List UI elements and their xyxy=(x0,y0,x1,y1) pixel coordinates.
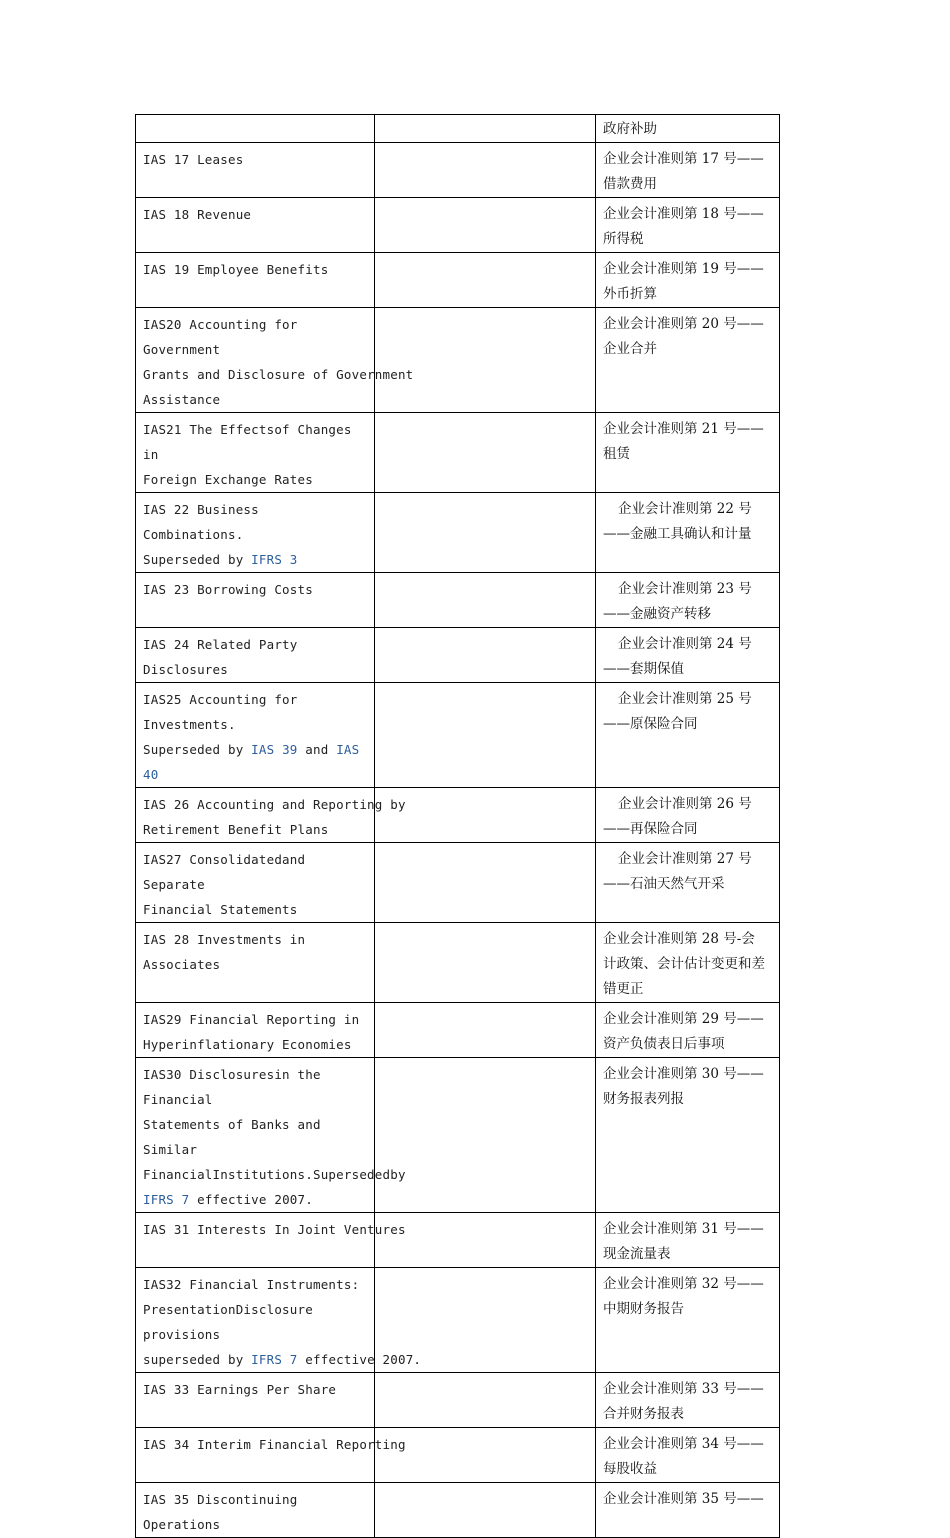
ias-cell xyxy=(136,143,375,198)
ias-cell xyxy=(136,493,375,573)
blank-cell xyxy=(375,1483,596,1538)
cas-line: 企业会计准则第 25 号 xyxy=(618,691,752,707)
ias-line: Financial Statements xyxy=(143,902,298,917)
ias-cell xyxy=(136,683,375,788)
ias-line: IAS30 Disclosuresin the Financial xyxy=(143,1067,321,1107)
blank-cell xyxy=(375,628,596,683)
cas-line: 企业会计准则第 17 号—— xyxy=(603,151,764,167)
cas-cell xyxy=(596,253,780,308)
blank-cell xyxy=(375,115,596,143)
cas-line: 租赁 xyxy=(603,446,630,462)
blank-cell xyxy=(375,198,596,253)
ias-cell xyxy=(136,253,375,308)
cas-line: 政府补助 xyxy=(603,121,657,137)
cas-line: 企业会计准则第 22 号 xyxy=(618,501,752,517)
ias-line xyxy=(143,1347,443,1372)
cas-cell xyxy=(596,1268,780,1373)
blank-cell xyxy=(375,143,596,198)
ias-line: IAS 34 Interim Financial Reporting xyxy=(143,1437,406,1452)
ias-cell xyxy=(136,308,414,413)
ias-cell xyxy=(136,1213,406,1268)
cas-cell xyxy=(596,1213,780,1268)
ias39-link[interactable]: IAS 39 xyxy=(251,742,298,757)
table-row xyxy=(136,198,780,253)
cas-line: 所得税 xyxy=(603,231,644,247)
ifrs7-link[interactable]: IFRS 7 xyxy=(143,1192,190,1207)
ias-cell xyxy=(136,1373,375,1428)
ias-line: Grants and Disclosure of Government xyxy=(143,367,414,382)
ias-line: Retirement Benefit Plans xyxy=(143,822,329,837)
blank-cell xyxy=(375,573,596,628)
ias-line: IAS 22 Business Combinations. xyxy=(143,502,259,542)
cas-line: 企业会计准则第 33 号—— xyxy=(603,1381,764,1397)
blank-cell xyxy=(375,493,596,573)
blank-cell xyxy=(375,1003,596,1058)
cas-line: 企业会计准则第 35 号—— xyxy=(603,1491,764,1507)
ias-line: IAS25 Accounting for Investments. xyxy=(143,692,298,732)
cas-line: ——原保险合同 xyxy=(603,716,698,732)
cas-line: 企业会计准则第 20 号—— xyxy=(603,316,764,332)
table-row xyxy=(136,923,780,1003)
ias-line: IAS21 The Effectsof Changes in xyxy=(143,422,352,462)
cas-line: 错更正 xyxy=(603,981,644,997)
cas-cell xyxy=(596,1373,780,1428)
table-row xyxy=(136,1373,780,1428)
cas-line: 资产负债表日后事项 xyxy=(603,1036,725,1052)
cas-line: 计政策、会计估计变更和差 xyxy=(603,956,765,972)
ias-line: IAS 18 Revenue xyxy=(143,207,252,222)
cas-cell xyxy=(596,493,780,573)
cas-cell xyxy=(596,788,780,843)
ias-cell xyxy=(136,788,406,843)
ias-line: Foreign Exchange Rates xyxy=(143,472,313,487)
ias-line: IAS27 Consolidatedand Separate xyxy=(143,852,306,892)
ias-line xyxy=(143,1162,406,1187)
cas-line: 企业会计准则第 21 号—— xyxy=(603,421,764,437)
ias-line: IAS 19 Employee Benefits xyxy=(143,262,329,277)
cas-line: 财务报表列报 xyxy=(603,1091,684,1107)
ias-cell xyxy=(136,843,375,923)
ias-text: and xyxy=(305,742,329,757)
ias-line xyxy=(143,1187,367,1212)
ias-text: Superseded by xyxy=(143,552,244,567)
cas-cell xyxy=(596,115,780,143)
cas-cell xyxy=(596,843,780,923)
cas-line: ——石油天然气开采 xyxy=(603,876,725,892)
cas-line: 企业会计准则第 31 号—— xyxy=(603,1221,764,1237)
table-row xyxy=(136,413,780,493)
blank-cell xyxy=(375,683,596,788)
cas-cell xyxy=(596,573,780,628)
cas-cell xyxy=(596,683,780,788)
ias-line xyxy=(143,547,367,572)
ias-line: IAS 17 Leases xyxy=(143,152,244,167)
ias-cell xyxy=(136,1003,375,1058)
table-row xyxy=(136,1058,780,1213)
table-row xyxy=(136,573,780,628)
table-row xyxy=(136,1483,780,1538)
ias-line: IAS 35 Discontinuing Operations xyxy=(143,1492,298,1532)
table-row xyxy=(136,1268,780,1373)
cas-line: 企业会计准则第 32 号—— xyxy=(603,1276,764,1292)
table-row xyxy=(136,1213,780,1268)
cas-line: 企业会计准则第 24 号 xyxy=(618,636,752,652)
cas-cell xyxy=(596,1428,780,1483)
blank-cell xyxy=(375,1058,596,1213)
cas-line: 企业会计准则第 30 号—— xyxy=(603,1066,764,1082)
table-row xyxy=(136,143,780,198)
ias-text: effective 2007. xyxy=(197,1192,313,1207)
cas-line: 企业合并 xyxy=(603,341,657,357)
cas-cell xyxy=(596,1058,780,1213)
cas-line: 企业会计准则第 19 号—— xyxy=(603,261,764,277)
cas-line: 外币折算 xyxy=(603,286,657,302)
cas-line: ——套期保值 xyxy=(603,661,684,677)
cas-line: 企业会计准则第 29 号—— xyxy=(603,1011,764,1027)
table-row xyxy=(136,308,780,413)
ias-cell xyxy=(136,115,375,143)
ias-text: FinancialInstitutions. xyxy=(143,1167,313,1182)
table-row xyxy=(136,1003,780,1058)
cas-cell xyxy=(596,198,780,253)
cas-line: ——金融资产转移 xyxy=(603,606,711,622)
cas-line: 企业会计准则第 18 号—— xyxy=(603,206,764,222)
ias-line: IAS 28 Investments in Associates xyxy=(143,932,306,972)
ias-line: Assistance xyxy=(143,392,221,407)
cas-cell xyxy=(596,308,780,413)
ias-line: IAS29 Financial Reporting in xyxy=(143,1012,360,1027)
ias40-link[interactable]: IAS 40 xyxy=(143,742,360,782)
ias-line: PresentationDisclosure provisions xyxy=(143,1302,313,1342)
ias-cell xyxy=(136,573,375,628)
cas-line: ——金融工具确认和计量 xyxy=(603,526,752,542)
cas-cell xyxy=(596,143,780,198)
ifrs-link[interactable]: IFRS 3 xyxy=(251,552,298,567)
ias-text: Superseded by xyxy=(143,742,244,757)
ias-line: IAS 33 Earnings Per Share xyxy=(143,1382,337,1397)
ias-line: Statements of Banks and Similar xyxy=(143,1117,321,1157)
ifrs7-link[interactable]: IFRS 7 xyxy=(251,1352,298,1367)
table-row xyxy=(136,683,780,788)
blank-cell xyxy=(375,923,596,1003)
ias-line: IAS 24 Related Party Disclosures xyxy=(143,637,298,677)
table-row xyxy=(136,843,780,923)
cas-cell xyxy=(596,923,780,1003)
ias-line: IAS 31 Interests In Joint Ventures xyxy=(143,1222,406,1237)
cas-line: 企业会计准则第 34 号—— xyxy=(603,1436,764,1452)
ias-line: IAS20 Accounting for Government xyxy=(143,317,298,357)
ias-text: effective 2007. xyxy=(305,1352,422,1367)
ias-line xyxy=(143,737,367,787)
cas-line: 中期财务报告 xyxy=(603,1301,684,1317)
blank-cell xyxy=(375,843,596,923)
cas-cell xyxy=(596,413,780,493)
cas-line: 每股收益 xyxy=(603,1461,657,1477)
ias-cell xyxy=(136,413,375,493)
ias-cell xyxy=(136,1268,422,1373)
ias-cell xyxy=(136,923,375,1003)
ias-line: IAS 23 Borrowing Costs xyxy=(143,582,313,597)
ias-cell xyxy=(136,198,375,253)
table-row xyxy=(136,628,780,683)
blank-cell xyxy=(375,308,596,413)
blank-cell xyxy=(375,253,596,308)
ias-text: Supersededby xyxy=(312,1167,406,1182)
table-row xyxy=(136,493,780,573)
cas-cell xyxy=(596,1483,780,1538)
cas-line: 企业会计准则第 26 号 xyxy=(618,796,752,812)
cas-line: 借款费用 xyxy=(603,176,657,192)
standards-comparison-table xyxy=(135,114,780,1538)
ias-line: Hyperinflationary Economies xyxy=(143,1037,352,1052)
cas-line: 企业会计准则第 23 号 xyxy=(618,581,752,597)
ias-cell xyxy=(136,628,375,683)
ias-line: IAS 26 Accounting and Reporting by xyxy=(143,797,406,812)
cas-cell xyxy=(596,1003,780,1058)
table-row xyxy=(136,1428,780,1483)
table-row xyxy=(136,115,780,143)
blank-cell xyxy=(375,413,596,493)
cas-line: ——再保险合同 xyxy=(603,821,698,837)
table-row xyxy=(136,253,780,308)
ias-text: superseded by xyxy=(143,1352,244,1367)
ias-cell xyxy=(136,1428,406,1483)
table-row xyxy=(136,788,780,843)
cas-cell xyxy=(596,628,780,683)
cas-line: 企业会计准则第 27 号 xyxy=(618,851,752,867)
ias-cell xyxy=(136,1483,375,1538)
ias-cell xyxy=(136,1058,406,1213)
cas-line: 合并财务报表 xyxy=(603,1406,684,1422)
cas-line: 现金流量表 xyxy=(603,1246,671,1262)
ias-line: IAS32 Financial Instruments: xyxy=(143,1277,360,1292)
cas-line: 企业会计准则第 28 号-会 xyxy=(603,931,755,947)
blank-cell xyxy=(375,1373,596,1428)
